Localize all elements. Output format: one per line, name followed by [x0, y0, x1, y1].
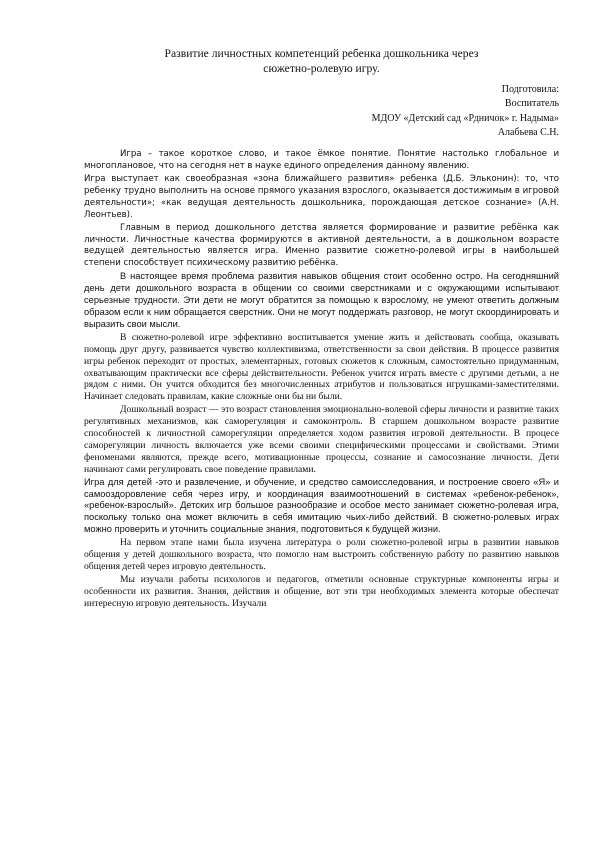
author-line-position: Воспитатель: [504, 98, 559, 110]
paragraph: Дошкольный возраст — это возраст становления эмоционально-волевой сферы личности и развитие таких регулятивных механизмов, как саморегуляция и самоконтроль. В старшем дошкольном возрасте развитие способностей к личностной саморегуляции определяется ходом развития игровой деятельности. В процесе саморегуляции личность включается уже всеми своими специфическими процессами и свойствами. Этими феноменами являются, прежде всего, мотивационные процессы, сознание и самосознание личности. Дети начинают сами регулировать свое поведение правилами.: [84, 404, 559, 475]
paragraph: В настоящее время проблема развития навыков общения стоит особенно остро. На сегодняшний день дети дошкольного возраста в общении со своими сверстниками и с окружающими испытывают серьезные трудности. Эти дети не могут обратится за помощью к взрослому, не умеют ответить должным образом если к ним обращается сверстник. Они не могут поддержать разговор, не могут скоординировать и выразить свои мысли.: [84, 271, 559, 329]
paragraph: Игра – такое короткое слово, и такое ёмкое понятие. Понятие настолько глобальное и многоплановое, что на сегодня нет в науке единого определения данному явлению.: [84, 149, 559, 172]
paragraph: Игра для детей -это и развлечение, и обучение, и средство самоисследования, и построение своего «Я» и самооздоровление себя через игру, и координация взаимоотношений в системах «ребенок-ребенок», «ребенок-взрослый». Детских игр большое разнообразие и особое место занимает сюжетно-ролевая игра, поскольку только она может включить в себя имитацию чьих-либо действий. В сюжетно-ролевых играх можно проверить и уточнить социальные знания, подготовиться к будущей жизни.: [84, 476, 559, 535]
author-line-name: Алабьева С.Н.: [497, 126, 559, 138]
author-line-organization: МДОУ «Детский сад «Рдничок» г. Надыма»: [371, 112, 559, 124]
paragraph: Мы изучали работы психологов и педагогов, отметили основные структурные компоненты игры и особенности их развития. Знания, действия и общение, вот эти три необходимых элемента которые обеспечат интересную игровую деятельность. Изучали: [84, 573, 559, 609]
document-body: [84, 149, 559, 609]
title-line-2: сюжетно-ролевую игру.: [263, 62, 380, 75]
author-block: [84, 83, 559, 140]
title-line-1: Развитие личностных компетенций ребенка дошкольника через: [164, 47, 479, 60]
paragraph: Главным в период дошкольного детства является формирование и развитие ребёнка как личности. Личностные качества формируются в активной деятельности, а в дошкольном возрасте ведущей деятельностью является игра. Именно развитие сюжетно-ролевой игры в наибольшей степени способствует психическому развитию ребёнка.: [84, 222, 559, 269]
paragraph: На первом этапе нами была изучена литература о роли сюжетно-ролевой игры в развитии навыков общения у детей дошкольного возраста, что помогло нам выстроить собственную работу по развитию навыков общения детей через игровую деятельность.: [84, 537, 559, 572]
paragraph: В сюжетно-ролевой игре эффективно воспитывается умение жить и действовать сообща, оказывать помощь друг другу, развивается чувство коллективизма, ответственности за свои действия. В процессе развития игры ребенок переходит от простых, элементарных, готовых сюжетов к сложным, самостоятельно придуманным, охватывающим практически все сферы действительности. Ребенок учится играть вместе с другими детьми, а не рядом с ними. Он учится обходится без многочисленных атрибутов и пользоваться игрушками-заместителями. Начинает следовать правилам, какие сложные они бы ни были.: [84, 331, 559, 403]
document-title: [84, 46, 559, 76]
author-line-prepared: Подготовила:: [501, 84, 559, 95]
paragraph: Игра выступает как своеобразная «зона ближайшего развития» ребенка (Д.Б. Эльконин): то, что ребенку трудно выполнить на основе прямого указания взрослого, оказывается достижимым в игровой деятельности»; «как ведущая деятельность дошкольника, порождающая детское сознание» (А.Н. Леонтьев).: [84, 174, 559, 220]
